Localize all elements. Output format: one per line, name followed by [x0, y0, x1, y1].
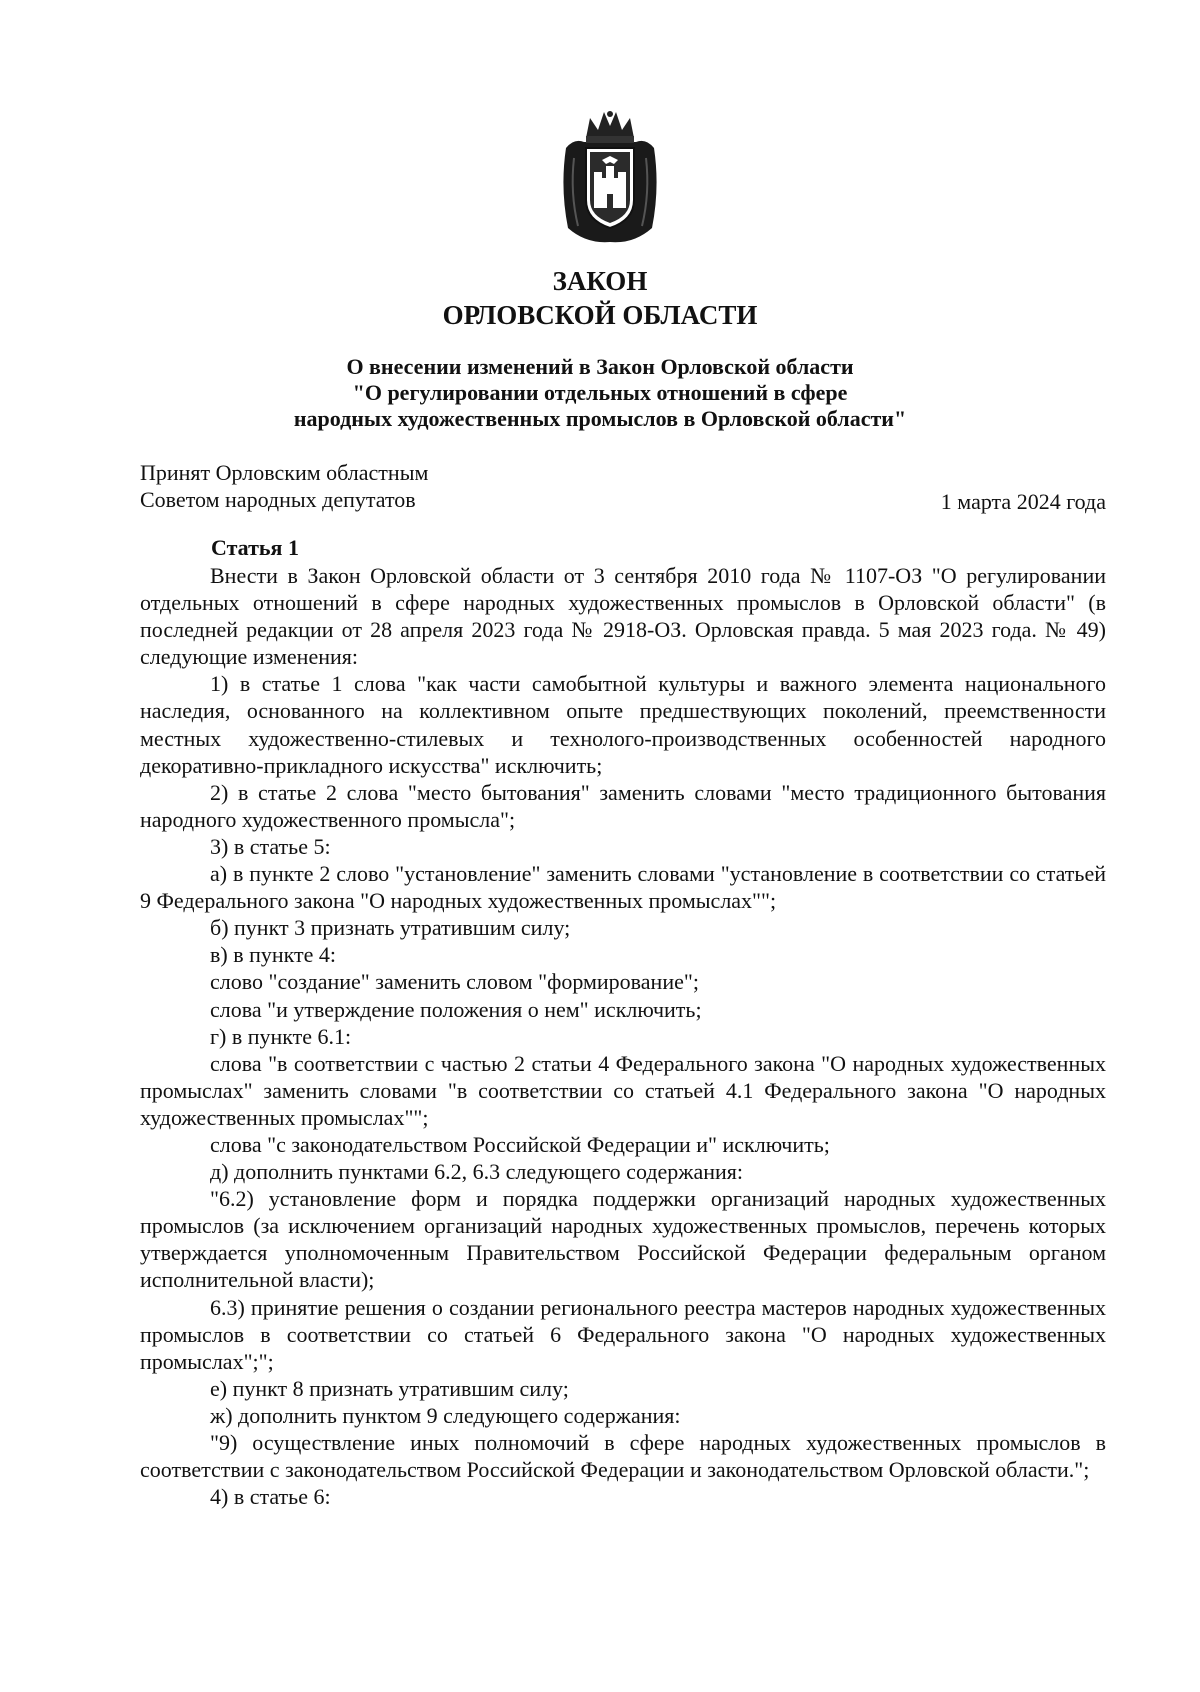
subtitle-line: О внесении изменений в Закон Орловской области [346, 354, 854, 379]
paragraph: 4) в статье 6: [210, 1484, 331, 1510]
paragraph: слова "в соответствии с частью 2 статьи 4 Федерального закона "О народных художественных промыслах" заменить словами "в соответствии со статьей 4.1 Федерального закона "О народных художественных промыслах""; [140, 1050, 1106, 1130]
article-body [140, 562, 1106, 1510]
paragraph: 1) в статье 1 слова "как части самобытной культуры и важного элемента национального наследия, основанного на коллективном опыте предшествующих поколений, преемственности местных художественно-стилевых и технолого-производственных особенностей народного декоративно-прикладного искусства" исключить; [140, 671, 1106, 778]
paragraph: слова "с законодательством Российской Федерации и" исключить; [210, 1131, 830, 1157]
paragraph: слова "и утверждение положения о нем" исключить; [210, 996, 702, 1022]
coat-of-arms-emblem [556, 108, 664, 246]
subtitle-line: "О регулировании отдельных отношений в сфере [352, 380, 848, 405]
paragraph: "9) осуществление иных полномочий в сфере народных художественных промыслов в соответствии с законодательством Российской Федерации и законодательством Орловской области."; [140, 1430, 1106, 1483]
paragraph: Внести в Закон Орловской области от 3 сентября 2010 года № 1107-ОЗ "О регулировании отдельных отношений в сфере народных художественных промыслов в Орловской области" (в последней редакции от 28 апреля 2023 года № 2918-ОЗ. Орловская правда. 5 мая 2023 года. № 49) следующие изменения: [140, 563, 1106, 670]
paragraph: "6.2) установление форм и порядка поддержки организаций народных художественных промыслов (за исключением организаций народных художественных промыслов, перечень которых утверждается уполномоченным Правительством Российской Федерации федеральным органом исполнительной власти); [140, 1186, 1106, 1293]
region-title: ОРЛОВСКОЙ ОБЛАСТИ [442, 300, 758, 330]
adoption-note [140, 459, 428, 513]
paragraph: ж) дополнить пунктом 9 следующего содержания: [210, 1402, 681, 1428]
paragraph: слово "создание" заменить словом "формирование"; [210, 969, 699, 995]
article-heading: Статья 1 [211, 535, 299, 560]
paragraph: 3) в статье 5: [210, 833, 331, 859]
paragraph: 2) в статье 2 слова "место бытования" заменить словами "место традиционного бытования народного художественного промысла"; [140, 779, 1106, 832]
paragraph: в) в пункте 4: [210, 942, 337, 968]
adoption-line: Принят Орловским областным [140, 460, 429, 485]
adoption-line: Советом народных депутатов [140, 487, 416, 512]
law-subtitle [0, 354, 1200, 432]
paragraph: д) дополнить пунктами 6.2, 6.3 следующего содержания: [210, 1159, 744, 1185]
subtitle-line: народных художественных промыслов в Орловской области" [293, 406, 907, 431]
paragraph: е) пункт 8 признать утратившим силу; [210, 1375, 569, 1401]
adoption-date: 1 марта 2024 года [940, 489, 1106, 514]
paragraph: г) в пункте 6.1: [210, 1023, 352, 1049]
paragraph: 6.3) принятие решения о создании регионального реестра мастеров народных художественных промыслов в соответствии со статьей 6 Федерального закона "О народных художественных промыслах";"; [140, 1294, 1106, 1374]
law-title: ЗАКОН [552, 266, 648, 296]
paragraph: б) пункт 3 признать утратившим силу; [210, 915, 571, 941]
paragraph: а) в пункте 2 слово "установление" заменить словами "установление в соответствии со статьей 9 Федерального закона "О народных художественных промыслах""; [140, 861, 1106, 914]
